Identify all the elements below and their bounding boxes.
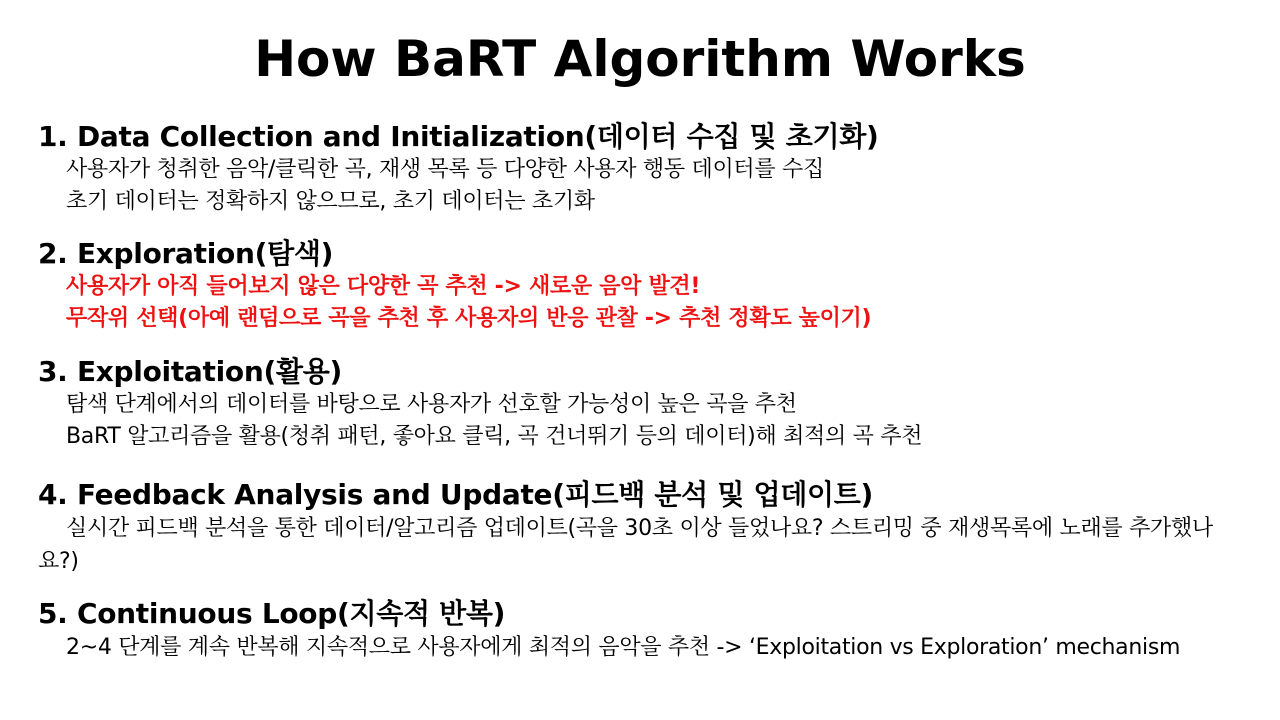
section-heading: 1. Data Collection and Initialization(데이터 수집 및 초기화) bbox=[38, 120, 879, 153]
highlighted-line: 사용자가 아직 들어보지 않은 다양한 곡 추천 -> 새로운 음악 발견! bbox=[66, 274, 701, 299]
section-exploitation bbox=[38, 355, 1248, 453]
section-continuous-loop bbox=[38, 597, 1248, 664]
section-line: 사용자가 청취한 음악/클릭한 곡, 재생 목록 등 다양한 사용자 행동 데이터를 수집 bbox=[66, 157, 824, 182]
section-heading: 5. Continuous Loop(지속적 반복) bbox=[38, 597, 506, 630]
section-exploration bbox=[38, 237, 1248, 335]
highlighted-line: 무작위 선택(아예 랜덤으로 곡을 추천 후 사용자의 반응 관찰 -> 추천 정확도 높이기) bbox=[66, 306, 872, 331]
section-heading: 3. Exploitation(활용) bbox=[38, 355, 342, 388]
section-heading: 2. Exploration(탐색) bbox=[38, 237, 334, 270]
section-feedback-analysis bbox=[38, 478, 1248, 578]
section-heading: 4. Feedback Analysis and Update(피드백 분석 및 업데이트) bbox=[38, 478, 874, 511]
section-line: 초기 데이터는 정확하지 않으므로, 초기 데이터는 초기화 bbox=[66, 189, 595, 214]
page-title: How BaRT Algorithm Works bbox=[254, 30, 1026, 88]
section-line: BaRT 알고리즘을 활용(청취 패턴, 좋아요 클릭, 곡 건너뛰기 등의 데이터)해 최적의 곡 추천 bbox=[66, 424, 923, 449]
section-line: 2~4 단계를 계속 반복해 지속적으로 사용자에게 최적의 음악을 추천 -> ‘Exploitation vs Exploration’ mechanism bbox=[66, 635, 1181, 660]
section-data-collection bbox=[38, 120, 1248, 218]
section-line: 실시간 피드백 분석을 통한 데이터/알고리즘 업데이트(곡을 30초 이상 들었나요? 스트리밍 중 재생목록에 노래를 추가했나요?) bbox=[38, 516, 1213, 574]
section-line: 탐색 단계에서의 데이터를 바탕으로 사용자가 선호할 가능성이 높은 곡을 추천 bbox=[66, 392, 797, 417]
